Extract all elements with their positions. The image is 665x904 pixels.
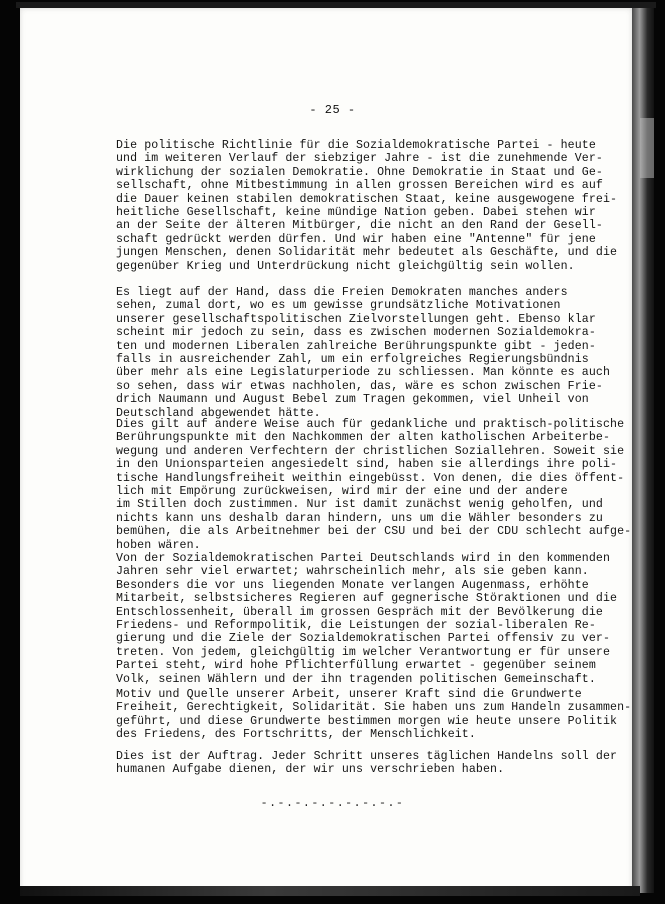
paragraph [116,688,636,742]
text-line: des Friedens, des Fortschritts, der Menschlichkeit. [116,728,476,742]
text-line: heitliche Gesellschaft, keine mündige Nation geben. Dabei stehen wir [116,205,596,219]
text-line: Besonders die vor uns liegenden Monate verlangen Augenmass, erhöhte [116,578,589,592]
text-line: Motiv und Quelle unserer Arbeit, unserer Kraft sind die Grundwerte [116,688,582,701]
text-line: ten und modernen Liberalen zahlreiche Berührungspunkte gibt - jeden- [116,339,596,353]
text-line: Die politische Richtlinie für die Sozialdemokratische Partei - heute [116,139,596,152]
text-line: Entschlossenheit, überall im grossen Gespräch mit der Bevölkerung die [116,605,603,619]
text-line: die Dauer keinen stabilen demokratischen Staat, keine ausgewogene frei- [116,192,618,206]
text-line: Von der Sozialdemokratischen Partei Deutschlands wird in den kommenden [116,552,611,565]
text-line: schaft gedrückt werden dürfen. Und wir haben eine "Antenne" für jene [116,232,596,246]
text-line: treten. Von jedem, gleichgültig im welcher Verantwortung er für unsere [116,645,611,659]
text-line: Es liegt auf der Hand, dass die Freien Demokraten manches anders [116,286,568,299]
paragraph [116,552,636,686]
text-line: so sehen, dass wir etwas nachholen, das, wäre es schon zwischen Frie- [116,379,603,393]
text-line: Volk, seinen Wählern und der ihn tragenden politischen Gemeinschaft. [116,672,596,686]
text-line: über mehr als eine Legislaturperiode zu schliessen. Man könnte es auch [116,366,611,380]
text-line: wegung und anderen Verfechtern der christlichen Soziallehren. Soweit sie [116,444,625,458]
text-line: an der Seite der älteren Mitbürger, die nicht an den Rand der Gesell- [116,219,603,233]
text-line: sellschaft, ohne Mitbestimmung in allen grossen Bereichen wird es auf [116,179,603,193]
text-line: Mitarbeit, selbstsicheres Regieren auf gegnerische Störaktionen und die [116,592,618,606]
text-line: im Stillen doch zustimmen. Nur ist damit zunächst wenig geholfen, und [116,498,603,512]
text-line: gierung und die Ziele der Sozialdemokratischen Partei offensiv zu ver- [116,632,611,646]
text-line: und im weiteren Verlauf der siebziger Jahre - ist die zunehmende Ver- [116,152,603,166]
paragraph [116,418,636,552]
text-line: scheint mir jedoch zu sein, dass es zwischen modernen Sozialdemokra- [116,326,596,340]
text-line: bemühen, die als Arbeitnehmer bei der CSU und bei der CDU schlecht aufge- [116,525,632,539]
page-number: - 25 - [309,103,356,117]
text-line: Friedens- und Reformpolitik, die Leistungen der sozial-liberalen Re- [116,618,596,632]
text-line: Partei steht, wird hohe Pflichterfüllung erwartet - gegenüber seinem [116,659,596,673]
text-line: Berührungspunkte mit den Nachkommen der alten katholischen Arbeiterbe- [116,431,611,445]
text-line: lich mit Empörung zurückweisen, wird mir der eine und der andere [116,484,568,498]
text-line: gegenüber Krieg und Unterdrückung nicht gleichgültig sein wollen. [116,259,575,273]
text-line: Deutschland abgewendet hätte. [116,406,321,420]
text-line: hoben wären. [116,538,201,552]
paragraph [116,750,636,777]
text-line: tische Handlungsfreiheit weithin eingebüsst. Von denen, die dies öffent- [116,471,625,485]
text-line: Freiheit, Gerechtigkeit, Solidarität. Sie haben uns zum Handeln zusammen- [116,701,632,715]
text-line: drich Naumann und August Bebel zum Tragen gekommen, viel Unheil von [116,393,589,407]
text-line: jungen Menschen, denen Solidarität mehr bedeutet als Geschäfte, und die [116,246,618,260]
text-line: nichts kann uns deshalb daran hindern, uns um die Wähler besonders zu [116,511,603,525]
text-line: humanen Aufgabe dienen, der wir uns verschrieben haben. [116,763,505,777]
text-line: sehen, zumal dort, wo es um gewisse grundsätzliche Motivationen [116,299,561,313]
scan-bottom-border [20,886,640,896]
text-line: in den Unionsparteien angesiedelt sind, haben sie allerdings ihre poli- [116,458,618,472]
text-line: falls in ausreichender Zahl, um ein erfolgreiches Regierungsbündnis [116,352,589,366]
text-line: wirklichung der sozialen Demokratie. Ohne Demokratie in Staat und Ge- [116,165,603,179]
paragraph [116,286,636,420]
text-line: unserer gesellschaftspolitischen Zielvorstellungen geht. Ebenso klar [116,312,596,326]
text-line: Dies ist der Auftrag. Jeder Schritt unseres täglichen Handelns soll der [116,750,618,763]
text-line: Dies gilt auf andere Weise auch für gedankliche und praktisch-politische [116,418,625,431]
end-of-text-marker: -.-.-.-.-.-.-.-.- [260,797,405,810]
text-line: geführt, und diese Grundwerte bestimmen morgen wie heute unsere Politik [116,714,618,728]
paragraph [116,139,636,273]
text-line: Jahren sehr viel erwartet; wahrscheinlich mehr, als sie geben kann. [116,565,589,579]
